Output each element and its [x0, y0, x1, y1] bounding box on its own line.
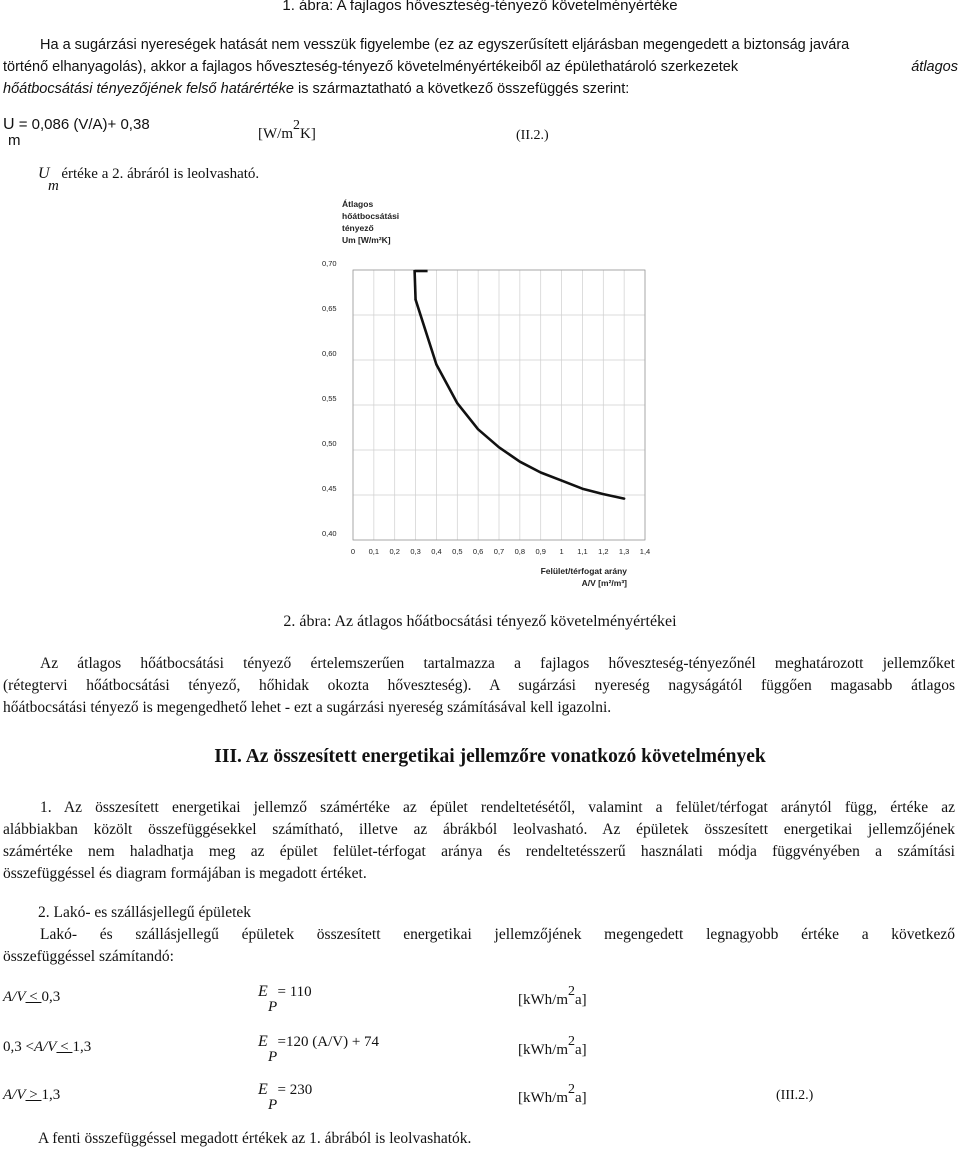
chart-title-line: hőátbocsátási — [342, 211, 400, 221]
chart-x-axis-label: A/V [m²/m³] — [581, 578, 627, 588]
chart-x-tick-label: 1 — [559, 547, 564, 556]
chart-x-tick-label: 0,7 — [493, 547, 505, 556]
um-symbol: U — [3, 116, 15, 133]
ep-sub-3: P — [268, 1097, 278, 1113]
um-unit-sup: 2 — [293, 118, 300, 133]
ep-condition-1 — [3, 989, 60, 1006]
ep-sub-1: P — [268, 999, 278, 1015]
chart-x-tick-label: 1,2 — [598, 547, 609, 556]
para2-line-1 — [40, 655, 955, 673]
para2-line-2 — [3, 677, 955, 695]
final-note: A fenti összefüggéssel megadott értékek az 1. ábrából is leolvashatók. — [38, 1130, 472, 1147]
um-note-subscript: m — [48, 178, 59, 194]
ep-unit-1-pre: [kWh/m — [518, 992, 568, 1008]
chart-x-tick-label: 0 — [350, 547, 356, 556]
ep-unit-3-post: a] — [575, 1090, 587, 1106]
chart-y-tick-label: 0,65 — [322, 304, 337, 313]
ep-cond-1-av: A/V — [3, 989, 26, 1005]
ep-formula-3 — [258, 1081, 312, 1099]
ep-unit-1 — [518, 984, 587, 1009]
ep-unit-3-pre: [kWh/m — [518, 1090, 568, 1106]
chart-x-tick-label: 0,1 — [368, 547, 380, 556]
chart-title-line: tényező — [342, 223, 374, 233]
intro-line-3-italic: hőátbocsátási tényezőjének felső határértéke — [3, 81, 294, 97]
ep-expr-3: = 230 — [277, 1082, 313, 1098]
chart-x-tick-label: 0,3 — [410, 547, 421, 556]
para3-line-1-text: 1. Az összesített energetikai jellemző számértéke az épület rendeltetésétől, valamint a felület/térfogat aránytól függ, értéke az — [40, 799, 955, 816]
um-note — [38, 165, 259, 183]
chart-x-axis-label: Felület/térfogat arány — [540, 566, 627, 576]
chart-x-tick-label: 0,4 — [431, 547, 442, 556]
chart-x-tick-label: 0,9 — [535, 547, 546, 556]
chart-series-start — [415, 270, 416, 300]
chart-y-tick-label: 0,40 — [322, 529, 337, 538]
ep-unit-2 — [518, 1034, 587, 1059]
ep-cond-3-rel: > — [25, 1087, 42, 1103]
chart-x-tick-label: 0,8 — [514, 547, 526, 556]
chart-title-line: Um [W/m²K] — [342, 235, 391, 245]
ep-cond-3-value: 1,3 — [41, 1087, 61, 1103]
chart-x-tick-label: 0,2 — [389, 547, 400, 556]
ep-cond-2-value: 1,3 — [72, 1039, 92, 1055]
ep-cond-2-pre: 0,3 < — [3, 1039, 34, 1055]
para4-line-1 — [40, 926, 955, 944]
ep-unit-2-pre: [kWh/m — [518, 1042, 568, 1058]
chart-x-tick-label: 1,3 — [618, 547, 630, 556]
chart-title-line: Átlagos — [342, 199, 374, 209]
figure-2-caption: 2. ábra: Az átlagos hőátbocsátási tényező követelményértékei — [283, 613, 677, 630]
ep-cond-2-rel: < — [56, 1039, 73, 1055]
ep-cond-2-av: A/V — [33, 1039, 57, 1055]
chart-x-tick-label: 0,6 — [472, 547, 484, 556]
ep-cond-3-av: A/V — [3, 1087, 26, 1103]
um-unit — [258, 118, 316, 143]
ep-unit-2-post: a] — [575, 1042, 587, 1058]
intro-line-2-text: történő elhanyagolás), akkor a fajlagos hőveszteség-tényező követelményértékeiből az épülethatároló szerkezetek — [3, 59, 739, 75]
ep-unit-3-sup: 2 — [568, 1082, 575, 1097]
intro-line-2 — [3, 56, 958, 78]
chart-y-tick-label: 0,55 — [322, 394, 337, 403]
chart-y-tick-label: 0,70 — [322, 259, 337, 268]
ep-cond-1-value: 0,3 — [41, 989, 61, 1005]
um-formula-ref: (II.2.) — [516, 128, 549, 143]
intro-line-3 — [3, 78, 958, 100]
para3-line-2-text: alábbiakban közölt összefüggésekkel számítható, illetve az ábrákból leolvasható. Az épületek összesített energetikai jellemzőjének — [3, 821, 955, 838]
ep-condition-2 — [3, 1039, 91, 1056]
chart-y-tick-label: 0,45 — [322, 484, 337, 493]
para4-line-2: összefüggéssel számítandó: — [3, 948, 174, 965]
um-expression: = 0,086 (V/A)+ 0,38 — [18, 116, 150, 133]
intro-line-3-text: is származtatható a következő összefüggés szerint: — [298, 81, 630, 97]
para2-line-2-text: (rétegtervi hőátbocsátási tényező, hőhidak okozta hőveszteség). A sugárzási nyereség nagyságától függően magasabb átlagos — [3, 677, 955, 694]
um-formula — [3, 116, 150, 134]
para3-line-3 — [3, 843, 955, 861]
ep-sub-2: P — [268, 1049, 278, 1065]
ep-expr-2: =120 (A/V) + 74 — [277, 1034, 380, 1050]
chart-y-tick-label: 0,60 — [322, 349, 337, 358]
um-unit-pre: [W/m — [258, 126, 293, 142]
intro-line-2-italic: átlagos — [911, 59, 958, 75]
subsection-title: 2. Lakó- es szállásjellegű épületek — [38, 904, 252, 921]
um-note-symbol: U — [38, 165, 50, 182]
ep-condition-3 — [3, 1087, 60, 1104]
um-chart — [320, 195, 680, 605]
ep-expr-1: = 110 — [277, 984, 312, 1000]
ep-symbol-2: E — [258, 1033, 268, 1050]
ep-formula-1 — [258, 983, 312, 1001]
para3-line-1 — [40, 799, 955, 817]
figure-1-caption: 1. ábra: A fajlagos hőveszteség-tényező követelményértéke — [282, 0, 678, 14]
ep-unit-2-sup: 2 — [568, 1034, 575, 1049]
ep-unit-1-sup: 2 — [568, 984, 575, 999]
section-heading: III. Az összesített energetikai jellemzőre vonatkozó követelmények — [214, 746, 766, 767]
para2-line-1-text: Az átlagos hőátbocsátási tényező értelemszerűen tartalmazza a fajlagos hőveszteség-tényezőnél meghatározott jellemzőket — [40, 655, 955, 672]
chart-x-tick-label: 1,1 — [577, 547, 588, 556]
chart-y-tick-label: 0,50 — [322, 439, 337, 448]
intro-paragraph — [40, 34, 955, 56]
um-subscript: m — [8, 132, 21, 149]
um-note-text: értéke a 2. ábráról is leolvasható. — [61, 166, 260, 182]
ep-cond-1-rel: < — [25, 989, 42, 1005]
para4-line-1-text: Lakó- és szállásjellegű épületek összesített energetikai jellemzőjének megengedett legnagyobb értéke a következő — [40, 926, 955, 943]
intro-line-1: Ha a sugárzási nyereségek hatását nem vesszük figyelembe (ez az egyszerűsített eljárásban megengedett a biztonság javára — [40, 37, 850, 53]
ep-unit-1-post: a] — [575, 992, 587, 1008]
ep-symbol-3: E — [258, 1081, 268, 1098]
para3-line-3-text: számértéke nem haladhatja meg az épület felület-térfogat aránya és rendeltetésszerű használati módja függvényében a számítási — [3, 843, 955, 860]
ep-unit-3 — [518, 1082, 587, 1107]
ep-formula-ref: (III.2.) — [776, 1088, 814, 1103]
um-unit-post: K] — [300, 126, 316, 142]
para3-line-4: összefüggéssel és diagram formájában is megadott értéket. — [3, 865, 367, 882]
para3-line-2 — [3, 821, 955, 839]
para2-line-3: hőátbocsátási tényező is megengedhető lehet - ezt a sugárzási nyereség számításával kell igazolni. — [3, 699, 612, 716]
chart-x-tick-label: 0,5 — [452, 547, 463, 556]
chart-x-tick-label: 1,4 — [639, 547, 651, 556]
ep-symbol-1: E — [258, 983, 268, 1000]
